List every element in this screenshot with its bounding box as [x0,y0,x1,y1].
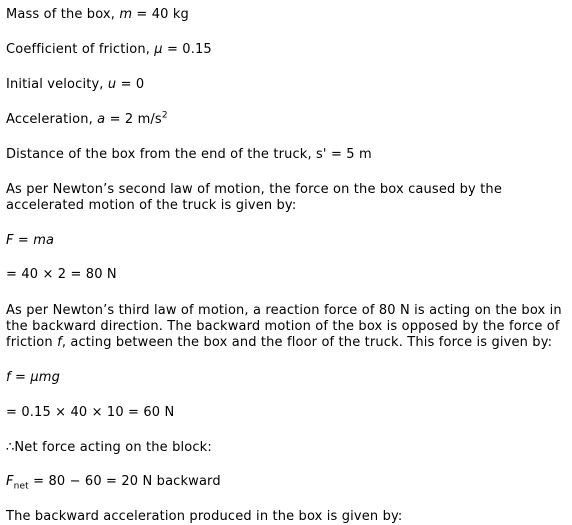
net-force-line [6,474,221,490]
friction-label: Coefficient of friction, [6,42,155,57]
velocity-variable: u [107,77,117,92]
acceleration-value: = 2 m/s [105,112,162,127]
net-force-heading: ∴Net force acting on the block: [6,440,212,455]
acceleration-variable: a [97,112,106,127]
backward-acceleration-line: The backward acceleration produced in the box is given by: [6,509,403,524]
mass-value: = 40 kg [132,7,189,22]
friction-variable: μ [154,42,163,57]
distance-line: Distance of the box from the end of the truck, s' = 5 m [6,147,372,162]
velocity-line [6,77,144,93]
friction-line [6,42,212,58]
velocity-label: Initial velocity, [6,77,108,92]
newton-second-law-paragraph: As per Newton’s second law of motion, the force on the box caused by the accelerated motion of the truck is given by: [6,182,502,213]
net-force-subscript: net [13,481,29,492]
friction-force-variable: f [57,335,62,350]
newton-third-law-paragraph [6,303,568,351]
newton-third-law-text-end: , acting between the box and the floor of the truck. This force is given by: [61,335,553,350]
friction-value: = 0.15 [162,42,212,57]
friction-equation: f = μmg [6,370,60,385]
net-force-value: = 80 − 60 = 20 N backward [28,474,221,489]
mass-variable: m [119,7,133,22]
force-equation: F = ma [6,233,55,248]
mass-line [6,7,189,23]
velocity-value: = 0 [116,77,145,92]
mass-label: Mass of the box, [6,7,120,22]
acceleration-exponent: 2 [161,110,168,121]
friction-calculation: = 0.15 × 40 × 10 = 60 N [6,405,175,420]
acceleration-line [6,112,168,128]
net-force-variable: F [6,474,14,489]
force-calculation: = 40 × 2 = 80 N [6,267,117,282]
newton-third-law-text: As per Newton’s third law of motion, a reaction force of 80 N is acting on the box in the backward direction. The backward motion of the box is opposed by the force of friction [6,303,562,350]
acceleration-label: Acceleration, [6,112,98,127]
